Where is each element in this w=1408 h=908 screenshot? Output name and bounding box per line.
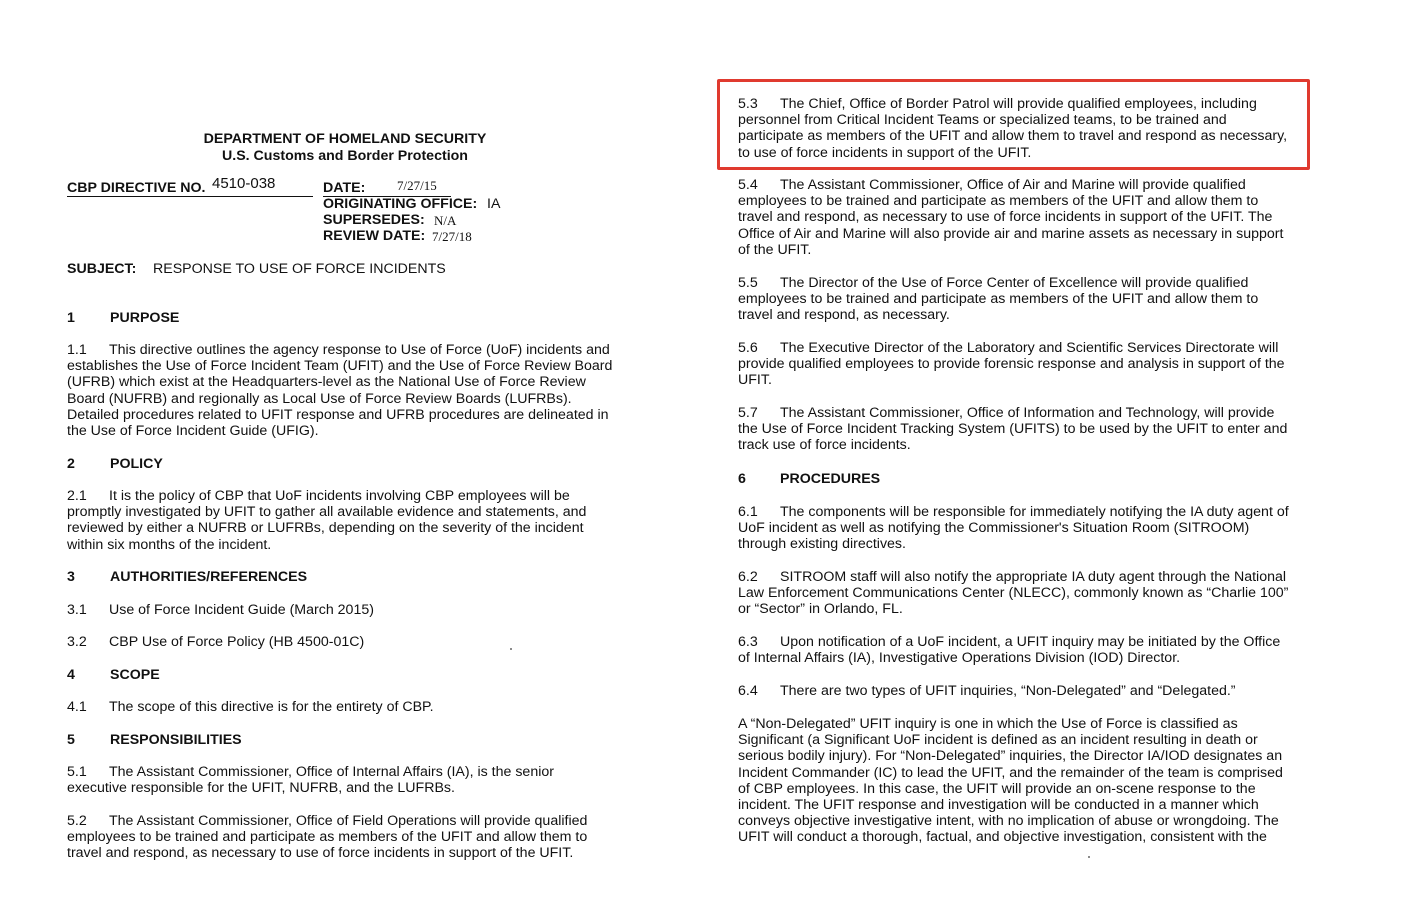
highlight-box: [717, 79, 1310, 170]
paragraph-3-1: [67, 602, 374, 618]
paragraph-5-1: [67, 764, 554, 796]
agency-title: U.S. Customs and Border Protection: [222, 148, 468, 164]
paragraph-4-1: [67, 699, 434, 715]
originating-office-value: IA: [487, 196, 501, 212]
paragraph-4-1-number: 4.1: [67, 699, 87, 715]
section-1-number: 1: [67, 310, 75, 326]
paragraph-line: The Executive Director of the Laboratory and Scientific Services Directorate will: [780, 340, 1279, 356]
paragraph-5-7-number: 5.7: [738, 405, 758, 421]
paragraph-line: This directive outlines the agency response to Use of Force (UoF) incidents and: [109, 342, 610, 358]
paragraph-line: SITROOM staff will also notify the appropriate IA duty agent through the National: [780, 569, 1287, 585]
paragraph-2-1-number: 2.1: [67, 488, 87, 504]
section-4-number: 4: [67, 667, 75, 683]
paragraph-line: The Chief, Office of Border Patrol will provide qualified employees, including: [780, 96, 1257, 112]
paragraph-6-1: [738, 504, 1289, 553]
paragraph-6-3: [738, 634, 1280, 666]
paragraph-line: employees to be trained and participate as members of the UFIT and allow them to: [738, 193, 1259, 210]
paragraph-6-2: [738, 569, 1288, 618]
paragraph-6-3-number: 6.3: [738, 634, 758, 650]
paragraph-line: UoF incident as well as notifying the Commissioner's Situation Room (SITROOM): [738, 520, 1250, 537]
paragraph-1-1-number: 1.1: [67, 342, 87, 358]
paragraph-line: Incident Commander (IC) to lead the UFIT, and the remainder of the team is comprised: [738, 764, 1283, 781]
paragraph-line: the Use of Force Incident Tracking System (UFITS) to be used by the UFIT to enter and: [738, 421, 1288, 438]
originating-office-label: ORIGINATING OFFICE:: [323, 196, 478, 212]
paragraph-line: establishes the Use of Force Incident Team (UFIT) and the Use of Force Review Board: [67, 358, 613, 375]
paragraph-5-5: [738, 275, 1258, 324]
section-4-title: SCOPE: [110, 667, 160, 683]
paragraph-line: Board (NUFRB) and regionally as Local Use of Force Review Boards (LUFRBs).: [67, 390, 572, 407]
section-3-title: AUTHORITIES/REFERENCES: [110, 569, 308, 585]
paragraph-line: to use of force incidents in support of the UFIT.: [738, 144, 1032, 161]
paragraph-6-1-number: 6.1: [738, 504, 758, 520]
paragraph-line: The components will be responsible for immediately notifying the IA duty agent of: [780, 504, 1289, 520]
paragraph-6-4-number: 6.4: [738, 683, 758, 699]
paragraph-5-5-number: 5.5: [738, 275, 758, 291]
section-5-title: RESPONSIBILITIES: [110, 732, 242, 748]
paragraph-6-4: [738, 683, 1236, 699]
paragraph-line: executive responsible for the UFIT, NUFRB, and the LUFRBs.: [67, 780, 455, 797]
paragraph-line: Significant (a Significant UoF incident is defined as an incident resulting in death or: [738, 732, 1258, 749]
paragraph-line: Detailed procedures related to UFIT response and UFRB procedures are delineated in: [67, 406, 609, 423]
paragraph-line: The Director of the Use of Force Center of Excellence will provide qualified: [780, 275, 1249, 291]
paragraph-non-delegated: [738, 716, 1283, 846]
paragraph-line: Upon notification of a UoF incident, a UFIT inquiry may be initiated by the Office: [780, 634, 1281, 650]
paragraph-5-2: [67, 813, 587, 862]
section-2-number: 2: [67, 456, 75, 472]
paragraph-line: reviewed by either a NUFRB or LUFRBs, depending on the severity of the incident: [67, 520, 584, 537]
left-page: [0, 0, 700, 908]
paragraph-line: A “Non-Delegated” UFIT inquiry is one in which the Use of Force is classified as: [738, 716, 1238, 732]
paragraph-5-2-number: 5.2: [67, 813, 87, 829]
date-value: 7/27/15: [397, 178, 437, 193]
paragraph-5-3-number: 5.3: [738, 96, 758, 112]
section-6-title: PROCEDURES: [780, 471, 881, 487]
paragraph-line: of the UFIT.: [738, 241, 812, 258]
paragraph-3-2: [67, 634, 364, 650]
review-date-value: 7/27/18: [432, 229, 472, 244]
paragraph-line: The Assistant Commissioner, Office of Air and Marine will provide qualified: [780, 177, 1246, 193]
paragraph-line: serious bodily injury). For “Non-Delegated” inquiries, the Director IA/IOD designates an: [738, 748, 1283, 765]
directive-underline: [67, 196, 313, 197]
section-1-title: PURPOSE: [110, 310, 180, 326]
paragraph-line: It is the policy of CBP that UoF incidents involving CBP employees will be: [109, 488, 570, 504]
paragraph-line: employees to be trained and participate as members of the UFIT and allow them to: [67, 829, 588, 846]
paragraph-3-2-number: 3.2: [67, 634, 87, 650]
paragraph-line: employees to be trained and participate as members of the UFIT and allow them to: [738, 291, 1259, 308]
paragraph-line: incident. The UFIT response and investigation will be conducted in a manner which: [738, 797, 1259, 814]
paragraph-line: participate as members of the UFIT and allow them to travel and respond as necessary,: [738, 128, 1288, 145]
paragraph-line: There are two types of UFIT inquiries, “Non-Delegated” and “Delegated.”: [780, 683, 1236, 699]
paragraph-line: The Assistant Commissioner, Office of Internal Affairs (IA), is the senior: [109, 764, 554, 780]
review-date-label: REVIEW DATE:: [323, 228, 426, 244]
supersedes-label: SUPERSEDES:: [323, 212, 425, 228]
paragraph-5-4-number: 5.4: [738, 177, 758, 193]
paragraph-line: travel and respond, as necessary.: [738, 307, 950, 324]
paragraph-line: within six months of the incident.: [67, 536, 272, 553]
paragraph-line: the Use of Force Incident Guide (UFIG).: [67, 423, 319, 440]
section-2-title: POLICY: [110, 456, 163, 472]
paragraph-line: travel and respond, as necessary to use of force incidents in support of the UFIT.: [67, 845, 574, 862]
directive-label: CBP DIRECTIVE NO.: [67, 180, 206, 196]
paragraph-line: promptly investigated by UFIT to gather all available evidence and statements, and: [67, 504, 587, 521]
paragraph-6-2-number: 6.2: [738, 569, 758, 585]
paragraph-line: Use of Force Incident Guide (March 2015): [109, 602, 374, 618]
scan-speck: [1088, 856, 1090, 858]
paragraph-line: Law Enforcement Communications Center (NLECC), commonly known as “Charlie 100”: [738, 585, 1289, 602]
paragraph-line: of Internal Affairs (IA), Investigative Operations Division (IOD) Director.: [738, 650, 1181, 667]
paragraph-line: through existing directives.: [738, 536, 906, 553]
date-label: DATE:: [323, 180, 366, 196]
paragraph-line: travel and respond, as necessary to use of force incidents in support of the UFIT. The: [738, 209, 1273, 226]
paragraph-line: or “Sector” in Orlando, FL.: [738, 601, 903, 618]
paragraph-line: UFIT will conduct a thorough, factual, and objective investigation, consistent with the: [738, 829, 1267, 846]
paragraph-5-6: [738, 340, 1285, 389]
paragraph-2-1: [67, 488, 586, 553]
paragraph-line: track use of force incidents.: [738, 437, 911, 454]
paragraph-line: conveys objective investigative intent, with no implication of abuse or wrongdoing. The: [738, 813, 1279, 830]
paragraph-line: personnel from Critical Incident Teams or specialized teams, to be trained and: [738, 112, 1227, 129]
paragraph-line: of CBP employees. In this case, the UFIT will provide an on-scene response to the: [738, 780, 1256, 797]
section-6-number: 6: [738, 471, 746, 487]
paragraph-1-1: [67, 342, 612, 439]
paragraph-line: The Assistant Commissioner, Office of Information and Technology, will provide: [780, 405, 1275, 421]
subject-label: SUBJECT:: [67, 261, 137, 277]
paragraph-line: The Assistant Commissioner, Office of Field Operations will provide qualified: [109, 813, 588, 829]
directive-number: 4510-038: [212, 175, 276, 192]
scan-speck: [510, 648, 512, 650]
paragraph-line: Office of Air and Marine will also provide air and marine assets as necessary in support: [738, 225, 1284, 242]
paragraph-5-1-number: 5.1: [67, 764, 87, 780]
paragraph-3-1-number: 3.1: [67, 602, 87, 618]
paragraph-line: CBP Use of Force Policy (HB 4500-01C): [109, 634, 365, 650]
paragraph-5-4: [738, 177, 1283, 258]
subject-text: RESPONSE TO USE OF FORCE INCIDENTS: [153, 261, 446, 277]
paragraph-line: The scope of this directive is for the entirety of CBP.: [109, 699, 434, 715]
paragraph-line: UFIT.: [738, 372, 772, 389]
paragraph-line: (UFRB) which exist at the Headquarters-level as the National Use of Force Review: [67, 374, 586, 391]
section-5-number: 5: [67, 732, 75, 748]
section-3-number: 3: [67, 569, 75, 585]
paragraph-line: provide qualified employees to provide forensic response and analysis in support of the: [738, 356, 1285, 373]
paragraph-5-7: [738, 405, 1287, 454]
paragraph-5-6-number: 5.6: [738, 340, 758, 356]
supersedes-value: N/A: [434, 213, 457, 228]
department-title: DEPARTMENT OF HOMELAND SECURITY: [203, 131, 487, 147]
